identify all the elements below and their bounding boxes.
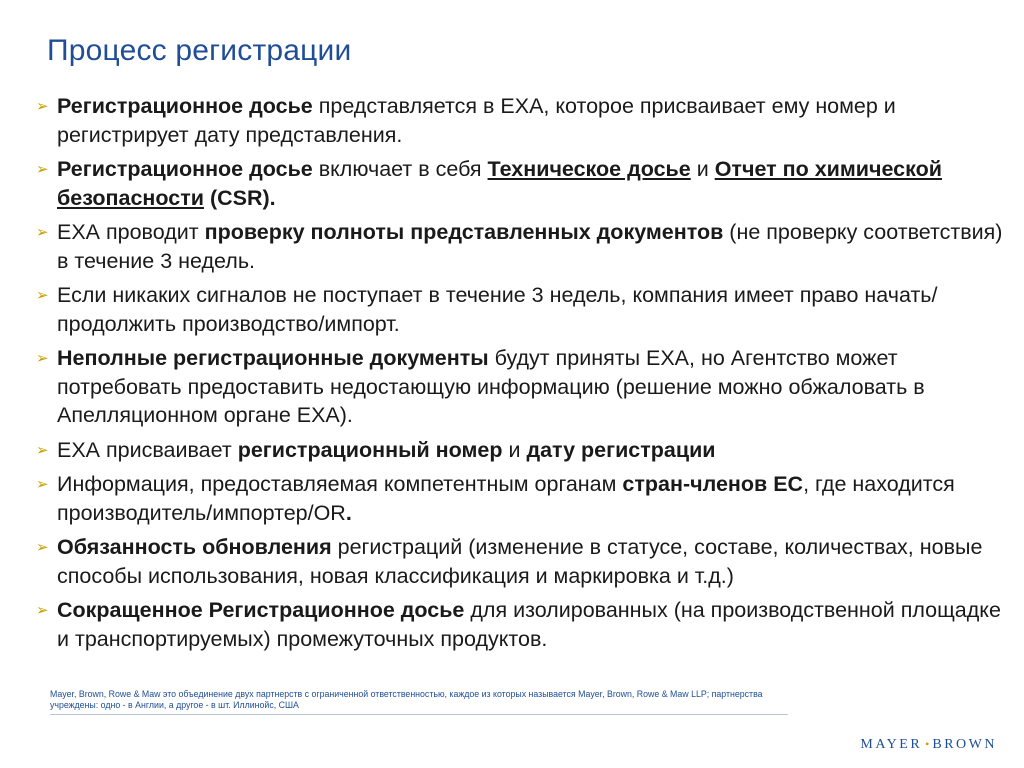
bullet-item bbox=[36, 281, 1011, 338]
logo-word-brown: BROWN bbox=[932, 737, 997, 752]
bullet-text-segment: и bbox=[690, 157, 715, 181]
bullet-marker-icon: ➢ bbox=[36, 98, 49, 115]
bullet-text-segment: (не проверку соответствия) в течение 3 недель. bbox=[57, 220, 1003, 273]
bullet-item bbox=[36, 470, 1011, 527]
mayer-brown-logo bbox=[860, 737, 997, 753]
bullet-item bbox=[36, 596, 1011, 653]
bullet-text-segment: Регистрационное досье bbox=[57, 94, 313, 118]
bullet-text-segment: стран-членов ЕС bbox=[622, 472, 804, 496]
bullet-text-segment: Сокращенное Регистрационное досье bbox=[57, 598, 465, 622]
bullet-text-segment: Регистрационное досье bbox=[57, 157, 313, 181]
bullet-text-segment: Неполные регистрационные документы bbox=[57, 346, 489, 370]
bullet-marker-icon: ➢ bbox=[36, 539, 49, 556]
footnote-divider bbox=[50, 714, 788, 715]
bullet-text-segment: Обязанность обновления bbox=[57, 535, 332, 559]
bullet-marker-icon: ➢ bbox=[36, 287, 49, 304]
footnote: Mayer, Brown, Rowe & Maw это объединение двух партнерств с ограниченной ответственностью, каждое из которых называется Mayer, Brown, Rowe & Maw LLP; партнерства учреждены: одно - в Англии, а другое - в шт. Иллинойс, США bbox=[50, 689, 763, 710]
bullet-text-segment: Отчет по химической безопасности bbox=[57, 157, 942, 210]
bullet-marker-icon: ➢ bbox=[36, 224, 49, 241]
bullet-item bbox=[36, 436, 1011, 465]
bullet-text-segment: включает в себя bbox=[312, 157, 488, 181]
bullet-item bbox=[36, 92, 1011, 149]
bullet-text-segment: для изолированных (на производственной площадке и транспортируемых) промежуточных продуктов. bbox=[57, 598, 1001, 651]
bullet-text-segment: регистрационный номер bbox=[237, 437, 503, 462]
bullet-item bbox=[36, 533, 1011, 590]
bullet-text-segment: проверку полноты представленных документов bbox=[204, 220, 724, 244]
bullet-text-segment: представляется в ЕХА, которое присваивает ему номер и регистрирует дату представления. bbox=[57, 94, 896, 147]
bullet-text-segment: Если никаких сигналов не поступает в течение 3 недель, компания имеет право начать/продолжить производство/импорт. bbox=[57, 283, 938, 336]
bullet-item bbox=[36, 344, 1011, 430]
bullet-text-segment: регистраций (изменение в статусе, составе, количествах, новые способы использования, новая классификация и маркировка и т.д.) bbox=[57, 535, 983, 588]
bullet-text-segment: Техническое досье bbox=[487, 157, 691, 181]
bullet-text-segment: . bbox=[345, 500, 352, 525]
logo-separator: • bbox=[925, 737, 930, 751]
bullet-text-segment: дату регистрации bbox=[526, 437, 716, 462]
bullet-text-segment: и bbox=[502, 437, 527, 462]
bullet-text-segment: ЕХА присваивает bbox=[57, 437, 238, 462]
bullet-text-segment: будут приняты ЕХА, но Агентство может потребовать предоставить недостающую информацию (решение можно обжаловать в Апелляционном органе ЕХА). bbox=[57, 346, 925, 427]
bullet-marker-icon: ➢ bbox=[36, 350, 49, 367]
bullet-item bbox=[36, 155, 1011, 212]
bullet-text-segment: , где находится производитель/импортер/OR bbox=[57, 472, 955, 525]
bullet-marker-icon: ➢ bbox=[36, 441, 49, 459]
bullet-marker-icon: ➢ bbox=[36, 602, 49, 619]
bullet-marker-icon: ➢ bbox=[36, 476, 49, 493]
bullet-text-segment: Информация, предоставляемая компетентным органам bbox=[57, 472, 623, 496]
logo-word-mayer: MAYER bbox=[860, 737, 923, 752]
bullet-list bbox=[36, 92, 1011, 659]
slide-title: Процесс регистрации bbox=[47, 34, 352, 67]
bullet-item bbox=[36, 218, 1011, 275]
bullet-text-segment: (CSR). bbox=[203, 185, 276, 210]
bullet-marker-icon: ➢ bbox=[36, 161, 49, 178]
bullet-text-segment: ЕХА проводит bbox=[57, 220, 205, 244]
